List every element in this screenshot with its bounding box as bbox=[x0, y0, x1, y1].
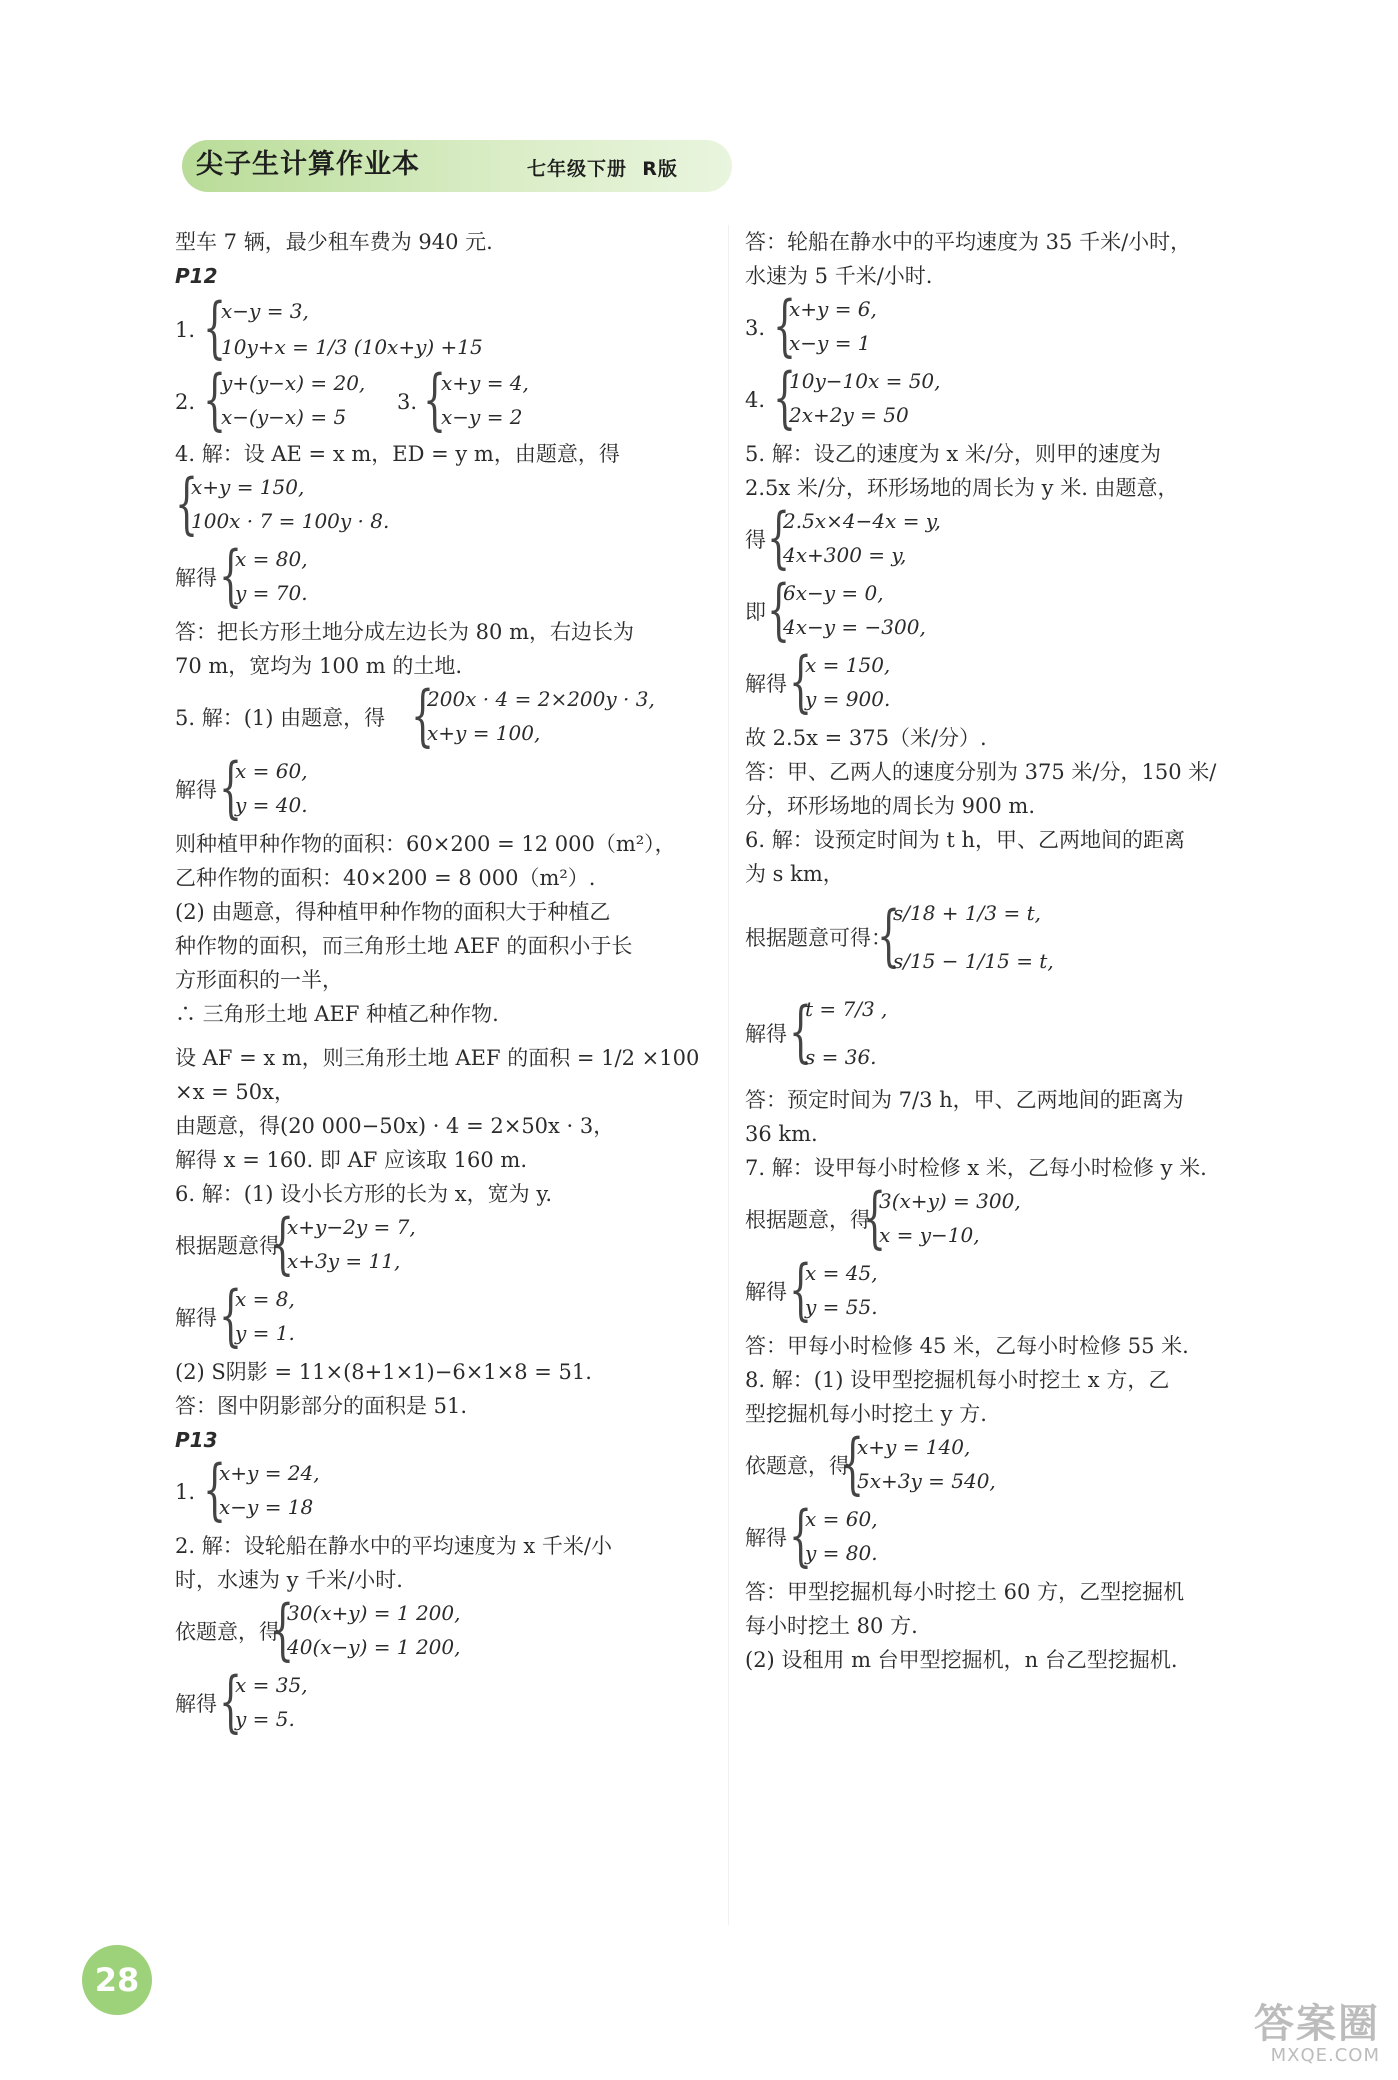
text-line: 7. 解：设甲每小时检修 x 米，乙每小时检修 y 米. bbox=[745, 1156, 1207, 1180]
text-line: 故 2.5x = 375（米/分）. bbox=[745, 726, 987, 750]
text-line: 则种植甲种作物的面积：60×200 = 12 000（m²）， bbox=[175, 832, 676, 856]
text-line: 答：甲每小时检修 45 米，乙每小时检修 55 米. bbox=[745, 1334, 1189, 1358]
text-line: 设 AF = x m，则三角形土地 AEF 的面积 = 1/2 ×100 bbox=[175, 1046, 700, 1070]
text-line: 答：预定时间为 7/3 h，甲、乙两地间的距离为 bbox=[745, 1088, 1184, 1112]
text-line: 为 s km， bbox=[745, 862, 844, 886]
section-heading-p12: P12 bbox=[175, 264, 218, 288]
text-line: 答：甲、乙两人的速度分别为 375 米/分，150 米/ bbox=[745, 760, 1217, 784]
equation-system: 根据题意，得 { 3(x+y) = 300, x = y−10, bbox=[745, 1179, 1021, 1256]
text-line: 4. 解：设 AE = x m，ED = y m，由题意，得 bbox=[175, 442, 620, 466]
text-line: 答：甲型挖掘机每小时挖土 60 方，乙型挖掘机 bbox=[745, 1580, 1185, 1604]
text-line: 型车 7 辆，最少租车费为 940 元. bbox=[175, 230, 493, 254]
text-line: 2. 解：设轮船在静水中的平均速度为 x 千米/小 bbox=[175, 1534, 612, 1558]
equation-system: 4. { 10y−10x = 50, 2x+2y = 50 bbox=[745, 359, 941, 436]
text-line: 型挖掘机每小时挖土 y 方. bbox=[745, 1402, 987, 1426]
text-line: 答：把长方形土地分成左边长为 80 m，右边长为 bbox=[175, 620, 634, 644]
text-line: (2) 设租用 m 台甲型挖掘机，n 台乙型挖掘机. bbox=[745, 1648, 1178, 1672]
solution-system: 解得 { x = 60, y = 80. bbox=[745, 1497, 878, 1574]
equation-system: { x+y = 150, 100x · 7 = 100y · 8. bbox=[175, 465, 390, 542]
text-line: 答：图中阴影部分的面积是 51. bbox=[175, 1394, 468, 1418]
solution-system: 解得 { x = 80, y = 70. bbox=[175, 537, 308, 614]
text-line: ∴ 三角形土地 AEF 种植乙种作物. bbox=[175, 1002, 499, 1026]
equation-system: 5. 解：(1) 由题意，得 { 200x · 4 = 2×200y · 3, x+y = 100, bbox=[175, 677, 655, 754]
equation-system: 根据题意得 { x+y−2y = 7, x+3y = 11, bbox=[175, 1205, 416, 1282]
solution-system: 解得 { x = 60, y = 40. bbox=[175, 749, 308, 826]
solution-system: 解得 { x = 35, y = 5. bbox=[175, 1663, 308, 1740]
text-line: 每小时挖土 80 方. bbox=[745, 1614, 918, 1638]
solution-system: 解得 { x = 45, y = 55. bbox=[745, 1251, 878, 1328]
equation-system: 依题意，得 { x+y = 140, 5x+3y = 540, bbox=[745, 1425, 996, 1502]
text-line: 乙种作物的面积：40×200 = 8 000（m²）. bbox=[175, 866, 596, 890]
equation-system: 得 { 2.5x×4−4x = y, 4x+300 = y, bbox=[745, 499, 941, 576]
right-column bbox=[745, 225, 1290, 1677]
book-title: 尖子生计算作业本 bbox=[196, 149, 420, 180]
column-divider bbox=[728, 225, 729, 1925]
text-line: 水速为 5 千米/小时. bbox=[745, 264, 933, 288]
text-line: 2.5x 米/分，环形场地的周长为 y 米. 由题意， bbox=[745, 476, 1179, 500]
text-line: 分，环形场地的周长为 900 m. bbox=[745, 794, 1036, 818]
grade-label: 七年级下册 R版 bbox=[527, 158, 678, 180]
text-line: 种作物的面积，而三角形土地 AEF 的面积小于长 bbox=[175, 934, 633, 958]
equation-system: 1. { x+y = 24, x−y = 18 bbox=[175, 1451, 320, 1528]
text-line: 8. 解：(1) 设甲型挖掘机每小时挖土 x 方，乙 bbox=[745, 1368, 1170, 1392]
solution-system: 解得 { x = 150, y = 900. bbox=[745, 643, 891, 720]
text-line: (2) 由题意，得种植甲种作物的面积大于种植乙 bbox=[175, 900, 611, 924]
text-line: 由题意，得(20 000−50x) · 4 = 2×50x · 3， bbox=[175, 1114, 615, 1138]
equation-system: 3. { x+y = 6, x−y = 1 bbox=[745, 287, 877, 364]
text-line: 方形面积的一半， bbox=[175, 968, 343, 992]
book-header bbox=[182, 140, 732, 192]
text-line: 70 m，宽均为 100 m 的土地. bbox=[175, 654, 463, 678]
text-line: ×x = 50x， bbox=[175, 1080, 295, 1104]
text-line: 时，水速为 y 千米/小时. bbox=[175, 1568, 403, 1592]
page-number-badge: 28 bbox=[82, 1945, 152, 2015]
equation-system: 1. { x−y = 3, 10y+x = 1/3 (10x+y) +15 bbox=[175, 289, 483, 366]
text-line: 解得 x = 160. 即 AF 应该取 160 m. bbox=[175, 1148, 528, 1172]
watermark-logo: 答案圈 MXQE.COM bbox=[1254, 2001, 1380, 2066]
solution-system: 解得 { x = 8, y = 1. bbox=[175, 1277, 295, 1354]
text-line: 5. 解：设乙的速度为 x 米/分，则甲的速度为 bbox=[745, 442, 1161, 466]
equation-system: 即 { 6x−y = 0, 4x−y = −300, bbox=[745, 571, 926, 648]
left-column bbox=[175, 225, 720, 1741]
text-line: 6. 解：(1) 设小长方形的长为 x，宽为 y. bbox=[175, 1182, 553, 1206]
equation-system: 2. { y+(y−x) = 20, x−(y−x) = 5 3. { x+y = 4, x−y = 2 bbox=[175, 361, 529, 438]
equation-system: 根据题意可得： { s/18 + 1/3 = t, s/15 − 1/15 = t, bbox=[745, 897, 1054, 974]
text-line: 36 km. bbox=[745, 1122, 818, 1146]
section-heading-p13: P13 bbox=[175, 1428, 218, 1452]
text-line: 6. 解：设预定时间为 t h，甲、乙两地间的距离 bbox=[745, 828, 1186, 852]
text-line: 答：轮船在静水中的平均速度为 35 千米/小时， bbox=[745, 230, 1192, 254]
text-line: (2) S阴影 = 11×(8+1×1)−6×1×8 = 51. bbox=[175, 1360, 592, 1384]
equation-system: 依题意，得 { 30(x+y) = 1 200, 40(x−y) = 1 200, bbox=[175, 1591, 461, 1668]
solution-system: 解得 { t = 7/3 , s = 36. bbox=[745, 993, 888, 1070]
